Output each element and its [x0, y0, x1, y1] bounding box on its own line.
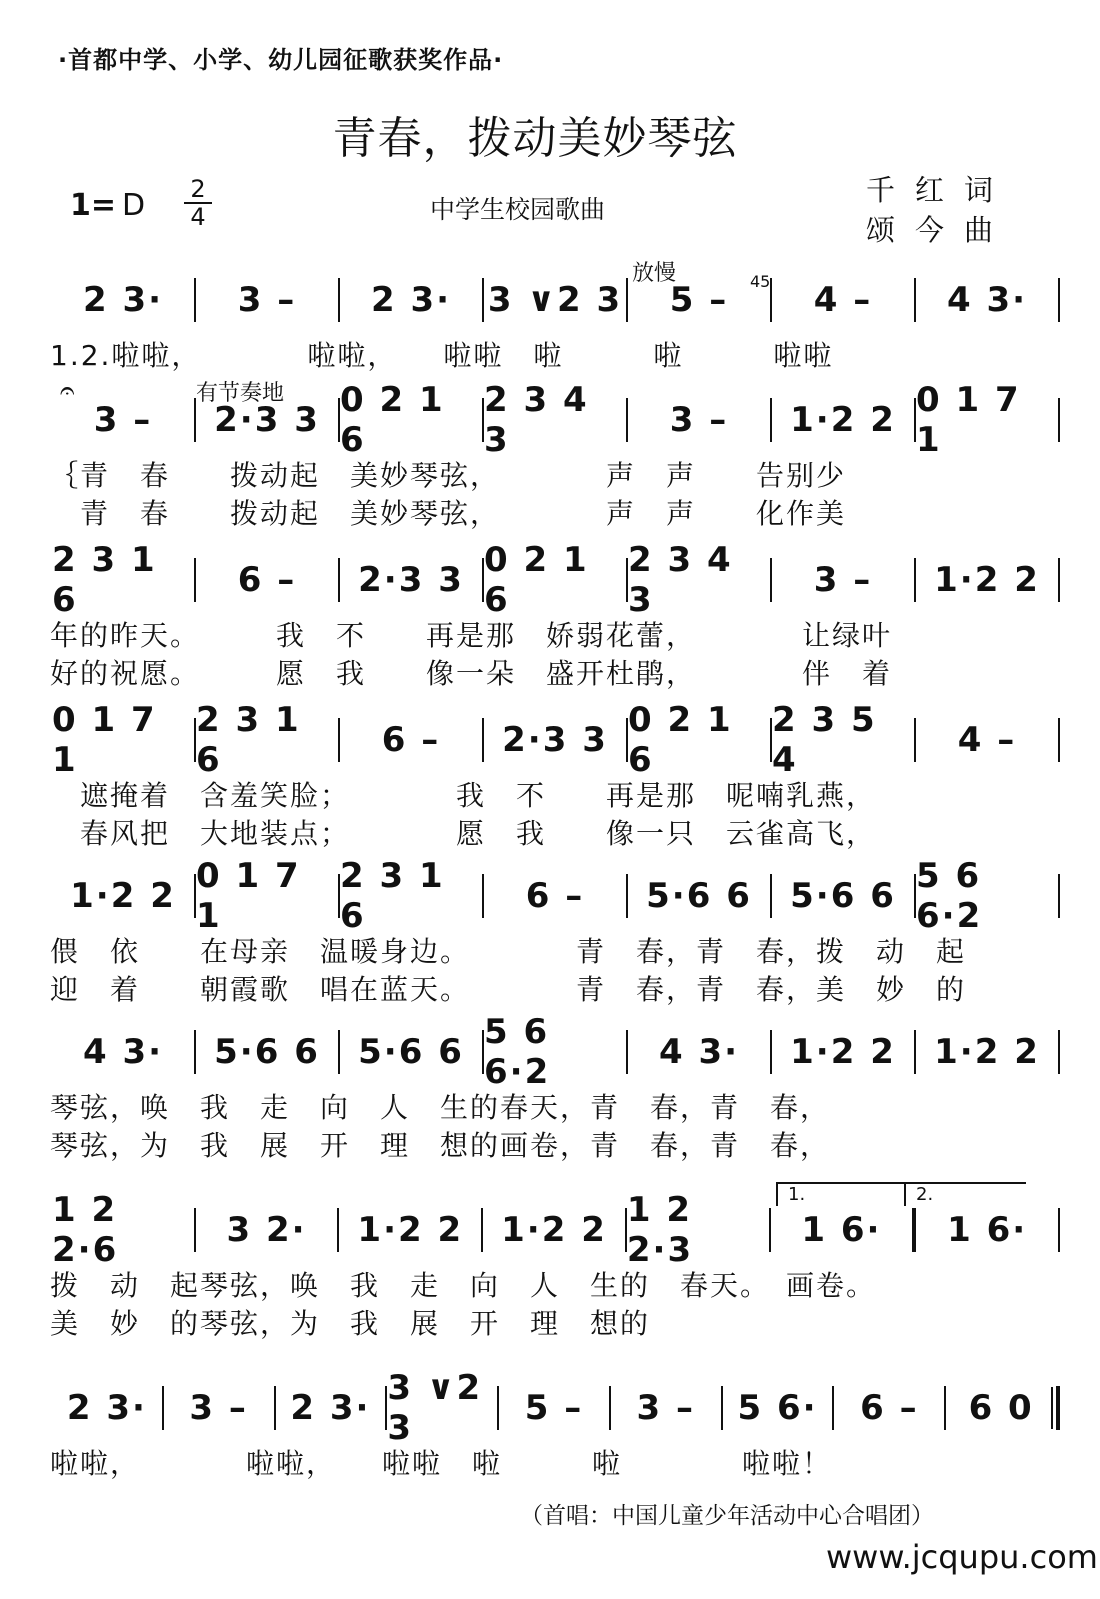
lyric-line: 青 春 拨动起 美妙琴弦， 声 声 化作美 [50, 497, 847, 530]
measure: 1·2 2 [790, 1032, 896, 1072]
header-tag: ·首都中学、小学、幼儿园征歌获奖作品· [58, 46, 504, 74]
lyric-line: 1.2.啦啦， 啦啦， 啦啦 啦 啦 啦啦 [50, 339, 834, 372]
time-signature [178, 176, 218, 230]
measure: 1·2 2 [934, 1032, 1040, 1072]
measure: 6 0 [968, 1388, 1034, 1428]
measure: 3 – [93, 400, 153, 440]
notes-line [50, 272, 1060, 328]
measure: 6 – [525, 876, 585, 916]
measure: 2 3· [82, 280, 164, 320]
key-letter: D [122, 188, 146, 223]
measure: 6 – [237, 560, 297, 600]
key-prefix: 1= [70, 188, 117, 223]
measure: 1·2 2 [357, 1210, 464, 1250]
measure: 0 1 7 1 [196, 856, 301, 936]
measure: 1·2 2 [934, 560, 1040, 600]
lyric-line: 遮掩着 含羞笑脸； 我 不 再是那 呢喃乳燕， [50, 779, 877, 812]
measure: 5 – [669, 280, 729, 320]
lyric-line: 啦啦， 啦啦， 啦啦 啦 啦 啦啦！ [50, 1447, 833, 1480]
time-top: 2 [190, 175, 206, 203]
volta-second-ending [904, 1182, 1026, 1206]
measure: 1 6· [947, 1210, 1028, 1250]
measure: 2 3 1 6 [52, 540, 157, 620]
measure: 0 2 1 6 [340, 380, 445, 460]
measure: 4 3· [946, 280, 1028, 320]
key-signature [70, 188, 145, 223]
lyric-line: 迎 着 朝霞歌 唱在蓝天。 青 春，青 春，美 妙 的 [50, 973, 967, 1006]
measure: 2 3 4 3 [628, 540, 733, 620]
measure: 1 6· [801, 1210, 882, 1250]
notes-line [50, 1368, 1060, 1448]
lyric-line: 偎 依 在母亲 温暖身边。 青 春，青 春，拨 动 起 [50, 935, 967, 968]
measure: 5·6 6 [358, 1032, 464, 1072]
lyric-line: 年的昨天。 我 不 再是那 娇弱花蕾， 让绿叶 [50, 619, 893, 652]
measure: 4 – [957, 720, 1017, 760]
lyric-line: 春风把 大地装点； 愿 我 像一只 云雀高飞， [50, 817, 877, 850]
measure: 6 – [381, 720, 441, 760]
measure: 2 3 1 6 [196, 700, 301, 780]
measure: 2 3· [370, 280, 452, 320]
measure: 4 3· [82, 1032, 164, 1072]
measure: 5·6 6 [214, 1032, 320, 1072]
subtitle: 中学生校园歌曲 [430, 195, 606, 224]
measure: 5 – [524, 1388, 584, 1428]
composer-credit: 颂今曲 [866, 213, 1014, 247]
volta-2-label: 2. [916, 1184, 934, 1205]
lyric-line: 琴弦，唤 我 走 向 人 生的春天，青 春，青 春， [50, 1091, 831, 1124]
measure: 1·2 2 [790, 400, 896, 440]
volta-1-label: 1. [788, 1184, 806, 1205]
barline [1058, 398, 1060, 442]
tempo-mark-slow: 放慢 [632, 261, 677, 286]
measure: 2·3 3 [502, 720, 608, 760]
notes-line [50, 700, 1060, 780]
notes-line [50, 1012, 1060, 1092]
measure: 5 6· [737, 1388, 818, 1428]
notes-line [50, 540, 1060, 620]
lyricist-credit: 千红词 [866, 173, 1014, 207]
lyric-line: 拨 动 起琴弦，唤 我 走 向 人 生的 春天。 画卷。 [50, 1269, 877, 1302]
measure: 3 – [813, 560, 873, 600]
measure: 3 – [237, 280, 297, 320]
measure: 2 3 5 4 [772, 700, 877, 780]
barline [1058, 1208, 1060, 1252]
song-title: 青春，拨动美妙琴弦 [332, 113, 738, 164]
measure: 5 6 6·2 [484, 1012, 551, 1092]
notes-line [50, 380, 1060, 460]
barline [1058, 718, 1060, 762]
measure: 2 3· [290, 1388, 371, 1428]
lyric-line: 美 妙 的琴弦，为 我 展 开 理 想的 [50, 1307, 651, 1340]
notes-line [50, 856, 1060, 936]
measure: 0 1 7 1 [52, 700, 157, 780]
measure: 5·6 6 [790, 876, 896, 916]
measure: 3 ∨2 3 [487, 280, 623, 320]
measure: 6 – [860, 1388, 919, 1428]
measure: 4 – [813, 280, 873, 320]
measure: 3 ∨2 3 [387, 1368, 483, 1448]
measure: 4 3· [658, 1032, 740, 1072]
fermata-icon: 𝄐 [60, 376, 75, 406]
premiere-credit: （首唱：中国儿童少年活动中心合唱团） [520, 1503, 934, 1529]
measure: 1 2 2·3 [626, 1190, 694, 1270]
measure: 3 – [189, 1388, 248, 1428]
measure: 1·2 2 [501, 1210, 607, 1250]
measure: 3 – [669, 400, 729, 440]
grace-note-mark: 45 [750, 272, 771, 291]
measure: 5 6 6·2 [916, 856, 983, 936]
lyric-line: 好的祝愿。 愿 我 像一朵 盛开杜鹃， 伴 着 [50, 657, 893, 690]
measure: 2 3 4 3 [484, 380, 589, 460]
measure: 0 2 1 6 [628, 700, 733, 780]
expression-mark-rhythmic: 有节奏地 [196, 381, 285, 406]
lyric-line: 琴弦，为 我 展 开 理 想的画卷，青 春，青 春， [50, 1129, 831, 1162]
time-bottom: 4 [190, 203, 206, 231]
notes-line [50, 1190, 1060, 1270]
measure: 0 1 7 1 [916, 380, 1021, 460]
barline [1058, 278, 1060, 322]
lyric-line: ｛青 春 拨动起 美妙琴弦， 声 声 告别少 [50, 459, 847, 492]
volta-first-ending [776, 1182, 908, 1206]
measure: 2·3 3 [214, 400, 320, 440]
measure: 1·2 2 [70, 876, 176, 916]
measure: 3 2· [226, 1210, 307, 1250]
measure: 3 – [636, 1388, 696, 1428]
measure: 2·3 3 [358, 560, 464, 600]
barline [1058, 558, 1060, 602]
measure: 1 2 2·6 [52, 1190, 119, 1270]
measure: 0 2 1 6 [484, 540, 589, 620]
barline [1056, 1386, 1060, 1430]
barline [1058, 1030, 1060, 1074]
measure: 2 3 1 6 [340, 856, 445, 936]
measure: 2 3· [66, 1388, 147, 1428]
measure: 5·6 6 [646, 876, 752, 916]
watermark: www.jcqupu.com [826, 1538, 1098, 1576]
barline [1058, 874, 1060, 918]
